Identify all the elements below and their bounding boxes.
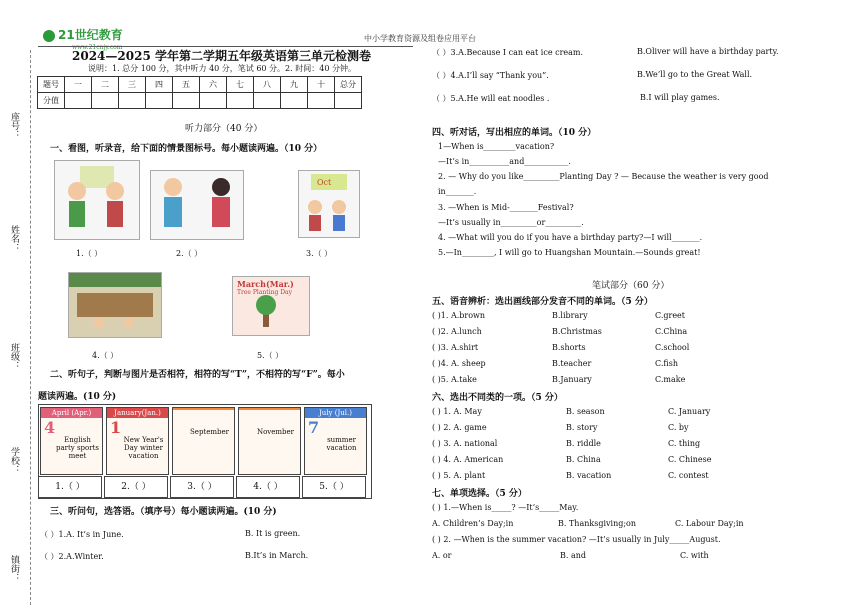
q5-5-b: B.January: [552, 375, 592, 384]
q7-opt-1c: C. Labour Day;in: [675, 519, 744, 528]
calendar-4: [238, 407, 301, 475]
q6-1-c: C. January: [668, 407, 711, 416]
q3-item-1: （ ）1.A. It’s in June.: [40, 530, 124, 539]
logo-url: www.21cnjy.com: [72, 44, 123, 51]
q3-item-3-b: B.Oliver will have a birthday party.: [637, 47, 779, 56]
class-label: 班级：: [9, 343, 19, 370]
calendar-day-number: 7: [308, 418, 320, 437]
item-2-blank[interactable]: 2.（ ）: [176, 249, 203, 258]
q5-4-a[interactable]: ( )4. A. sheep: [432, 359, 486, 368]
q6-3-b: B. riddle: [566, 439, 601, 448]
calendar-header: January(Jan.): [107, 408, 168, 418]
q3-item-4-b: B.We’ll go to the Great Wall.: [637, 70, 753, 79]
q5-5-a[interactable]: ( )5. A.take: [432, 375, 477, 384]
pic5-month: March(Mar.): [237, 279, 294, 289]
q5-2-c: C.China: [655, 327, 688, 336]
section-5-heading: 五、语音辨析：选出画线部分发音不同的单词。（5 分）: [432, 297, 653, 307]
section-2-heading: 二、听句子，判断与图片是否相符，相符的写“T”，不相符的写“F”。每小: [50, 370, 345, 380]
q7-opt-2b: B. and: [560, 551, 587, 560]
calendar-answer-2[interactable]: 2.（ ）: [104, 476, 168, 498]
binding-line: [30, 50, 31, 605]
svg-text:Oct: Oct: [317, 178, 332, 187]
calendar-day-number: 1: [110, 418, 122, 437]
q3-item-5-b: B.I will play games.: [640, 93, 720, 102]
q7-opt-1a: A. Children’s Day;in: [432, 519, 514, 528]
q5-3-b: B.shorts: [552, 343, 586, 352]
q4-line-5: 3. —When is Mid-_______Festival?: [438, 203, 574, 212]
q3-item-4: （ ）4.A.I’ll say “Thank you”.: [432, 71, 549, 80]
q7-opt-1b: B. Thanksgiving;on: [558, 519, 637, 528]
picture-classroom: [68, 272, 162, 338]
listening-title: 听力部分（40 分）: [185, 124, 263, 134]
q7-item-1: ( ) 1.—When is_____? —It’s_____May.: [432, 503, 579, 512]
page-title: 2024—2025 学年第二学期五年级英语第三单元检测卷: [72, 49, 371, 63]
score-header-row: 题号 一 二 三 四 五 六 七 八 九 十 总分: [38, 77, 362, 93]
section-2-heading-cont: 题读两遍。(10 分): [38, 392, 117, 402]
instructions: 说明：1. 总分 100 分，其中听力 40 分，笔试 60 分。2. 时间：40 分钟。: [88, 64, 356, 73]
item-3-blank[interactable]: 3.（ ）: [306, 249, 333, 258]
q6-5-c: C. contest: [668, 471, 709, 480]
section-4-heading: 四、听对话，写出相应的单词。（10 分）: [432, 128, 597, 138]
calendar-answer-3[interactable]: 3.（ ）: [170, 476, 234, 498]
pic5-caption: Tree Planting Day: [237, 289, 292, 296]
q3-item-1-b: B. It is green.: [245, 529, 301, 538]
town-label: 镇街：: [9, 555, 19, 582]
q7-opt-2c: C. with: [680, 551, 709, 560]
calendar-day-number: 4: [44, 418, 56, 437]
q6-4-c: C. Chinese: [668, 455, 712, 464]
q5-1-c: C.greet: [655, 311, 686, 320]
q4-line-2: —It’s in__________and___________.: [438, 157, 571, 166]
q4-line-7: 4. —What will you do if you have a birthday party?—I will_______.: [438, 233, 703, 242]
calendar-answer-1[interactable]: 1.（ ）: [38, 476, 102, 498]
calendar-event: September: [190, 428, 229, 436]
q3-item-2: （ ）2.A.Winter.: [40, 552, 104, 561]
calendar-header: April (Apr.): [41, 408, 102, 418]
logo-text: 21世纪教育: [58, 28, 123, 42]
item-5-blank[interactable]: 5.（ ）: [257, 351, 284, 360]
q7-opt-2a: A. or: [432, 551, 452, 560]
q5-4-b: B.teacher: [552, 359, 592, 368]
platform-name: 中小学教育资源及组卷应用平台: [364, 34, 476, 43]
q4-line-1: 1—When is________vacation?: [438, 142, 555, 151]
q3-item-3: （ ）3.A.Because I can eat ice cream.: [432, 48, 584, 57]
calendar-event: November: [256, 428, 295, 436]
calendar-header: [173, 408, 234, 410]
calendar-event: English party sports meet: [55, 436, 100, 460]
q6-5-b: B. vacation: [566, 471, 612, 480]
q6-3-c: C. thing: [668, 439, 701, 448]
q4-line-3: 2. — Why do you like_________Planting Day ? — Because the weather is very good: [438, 172, 769, 181]
q5-3-c: C.school: [655, 343, 690, 352]
section-1-heading: 一、看图，听录音，给下面的情景图标号。每小题读两遍。（10 分）: [50, 144, 323, 154]
q3-item-5: （ ）5.A.He will eat noodles .: [432, 94, 550, 103]
q6-1-a[interactable]: ( ) 1. A. May: [432, 407, 482, 416]
school-label: 学校：: [9, 447, 19, 474]
q5-5-c: C.make: [655, 375, 686, 384]
calendar-answer-4[interactable]: 4.（ ）: [236, 476, 300, 498]
q5-1-a[interactable]: ( )1. A.brown: [432, 311, 486, 320]
seat-label: 座号：: [9, 112, 19, 139]
picture-boy-and-girl: [150, 170, 244, 240]
q4-line-8: 5.—In________, I will go to Huangshan Mountain.—Sounds great!: [438, 248, 701, 257]
q6-4-a[interactable]: ( ) 4. A. American: [432, 455, 504, 464]
q4-line-4: in_______.: [438, 187, 477, 196]
calendar-5: [304, 407, 367, 475]
picture-kids-talking: [54, 160, 140, 240]
name-label: 姓名：: [9, 225, 19, 252]
calendar-2: [106, 407, 169, 475]
q6-4-b: B. China: [566, 455, 601, 464]
q5-2-a[interactable]: ( )2. A.lunch: [432, 327, 482, 336]
q6-1-b: B. season: [566, 407, 605, 416]
q5-3-a[interactable]: ( )3. A.shirt: [432, 343, 479, 352]
q6-3-a[interactable]: ( ) 3. A. national: [432, 439, 498, 448]
q7-item-2: ( ) 2. —When is the summer vacation? —It’s usually in July_____August.: [432, 535, 721, 544]
section-3-heading: 三、听问句，选答语。（填序号）每小题读两遍。(10 分): [50, 507, 277, 517]
q6-2-a[interactable]: ( ) 2. A. game: [432, 423, 487, 432]
calendar-header: [239, 408, 300, 410]
section-7-heading: 七、单项选择。（5 分）: [432, 489, 527, 499]
q6-2-b: B. story: [566, 423, 598, 432]
q5-1-b: B.library: [552, 311, 588, 320]
score-value-row: 分值: [38, 93, 362, 109]
item-1-blank[interactable]: 1.（ ）: [76, 249, 103, 258]
q6-2-c: C. by: [668, 423, 689, 432]
calendar-header: July (Jul.): [305, 408, 366, 418]
item-4-blank[interactable]: 4.（ ）: [92, 351, 119, 360]
picture-school-sign: [298, 170, 360, 238]
q6-5-a[interactable]: ( ) 5. A. plant: [432, 471, 486, 480]
q5-2-b: B.Christmas: [552, 327, 602, 336]
calendar-3: [172, 407, 235, 475]
calendar-answer-5[interactable]: 5.（ ）: [302, 476, 366, 498]
calendar-event: summer vacation: [326, 436, 357, 452]
calendar-event: New Year's Day winter vacation: [123, 436, 164, 460]
picture-tree-planting: [232, 276, 310, 336]
q5-4-c: C.fish: [655, 359, 678, 368]
section-6-heading: 六、选出不同类的一项。（5 分）: [432, 393, 563, 403]
score-table: [37, 76, 362, 109]
calendar-1: [40, 407, 103, 475]
q4-line-6: —It’s usually in_________or_________.: [438, 218, 584, 227]
q3-item-2-b: B.It’s in March.: [245, 551, 309, 560]
written-title: 笔试部分（60 分）: [592, 281, 670, 291]
